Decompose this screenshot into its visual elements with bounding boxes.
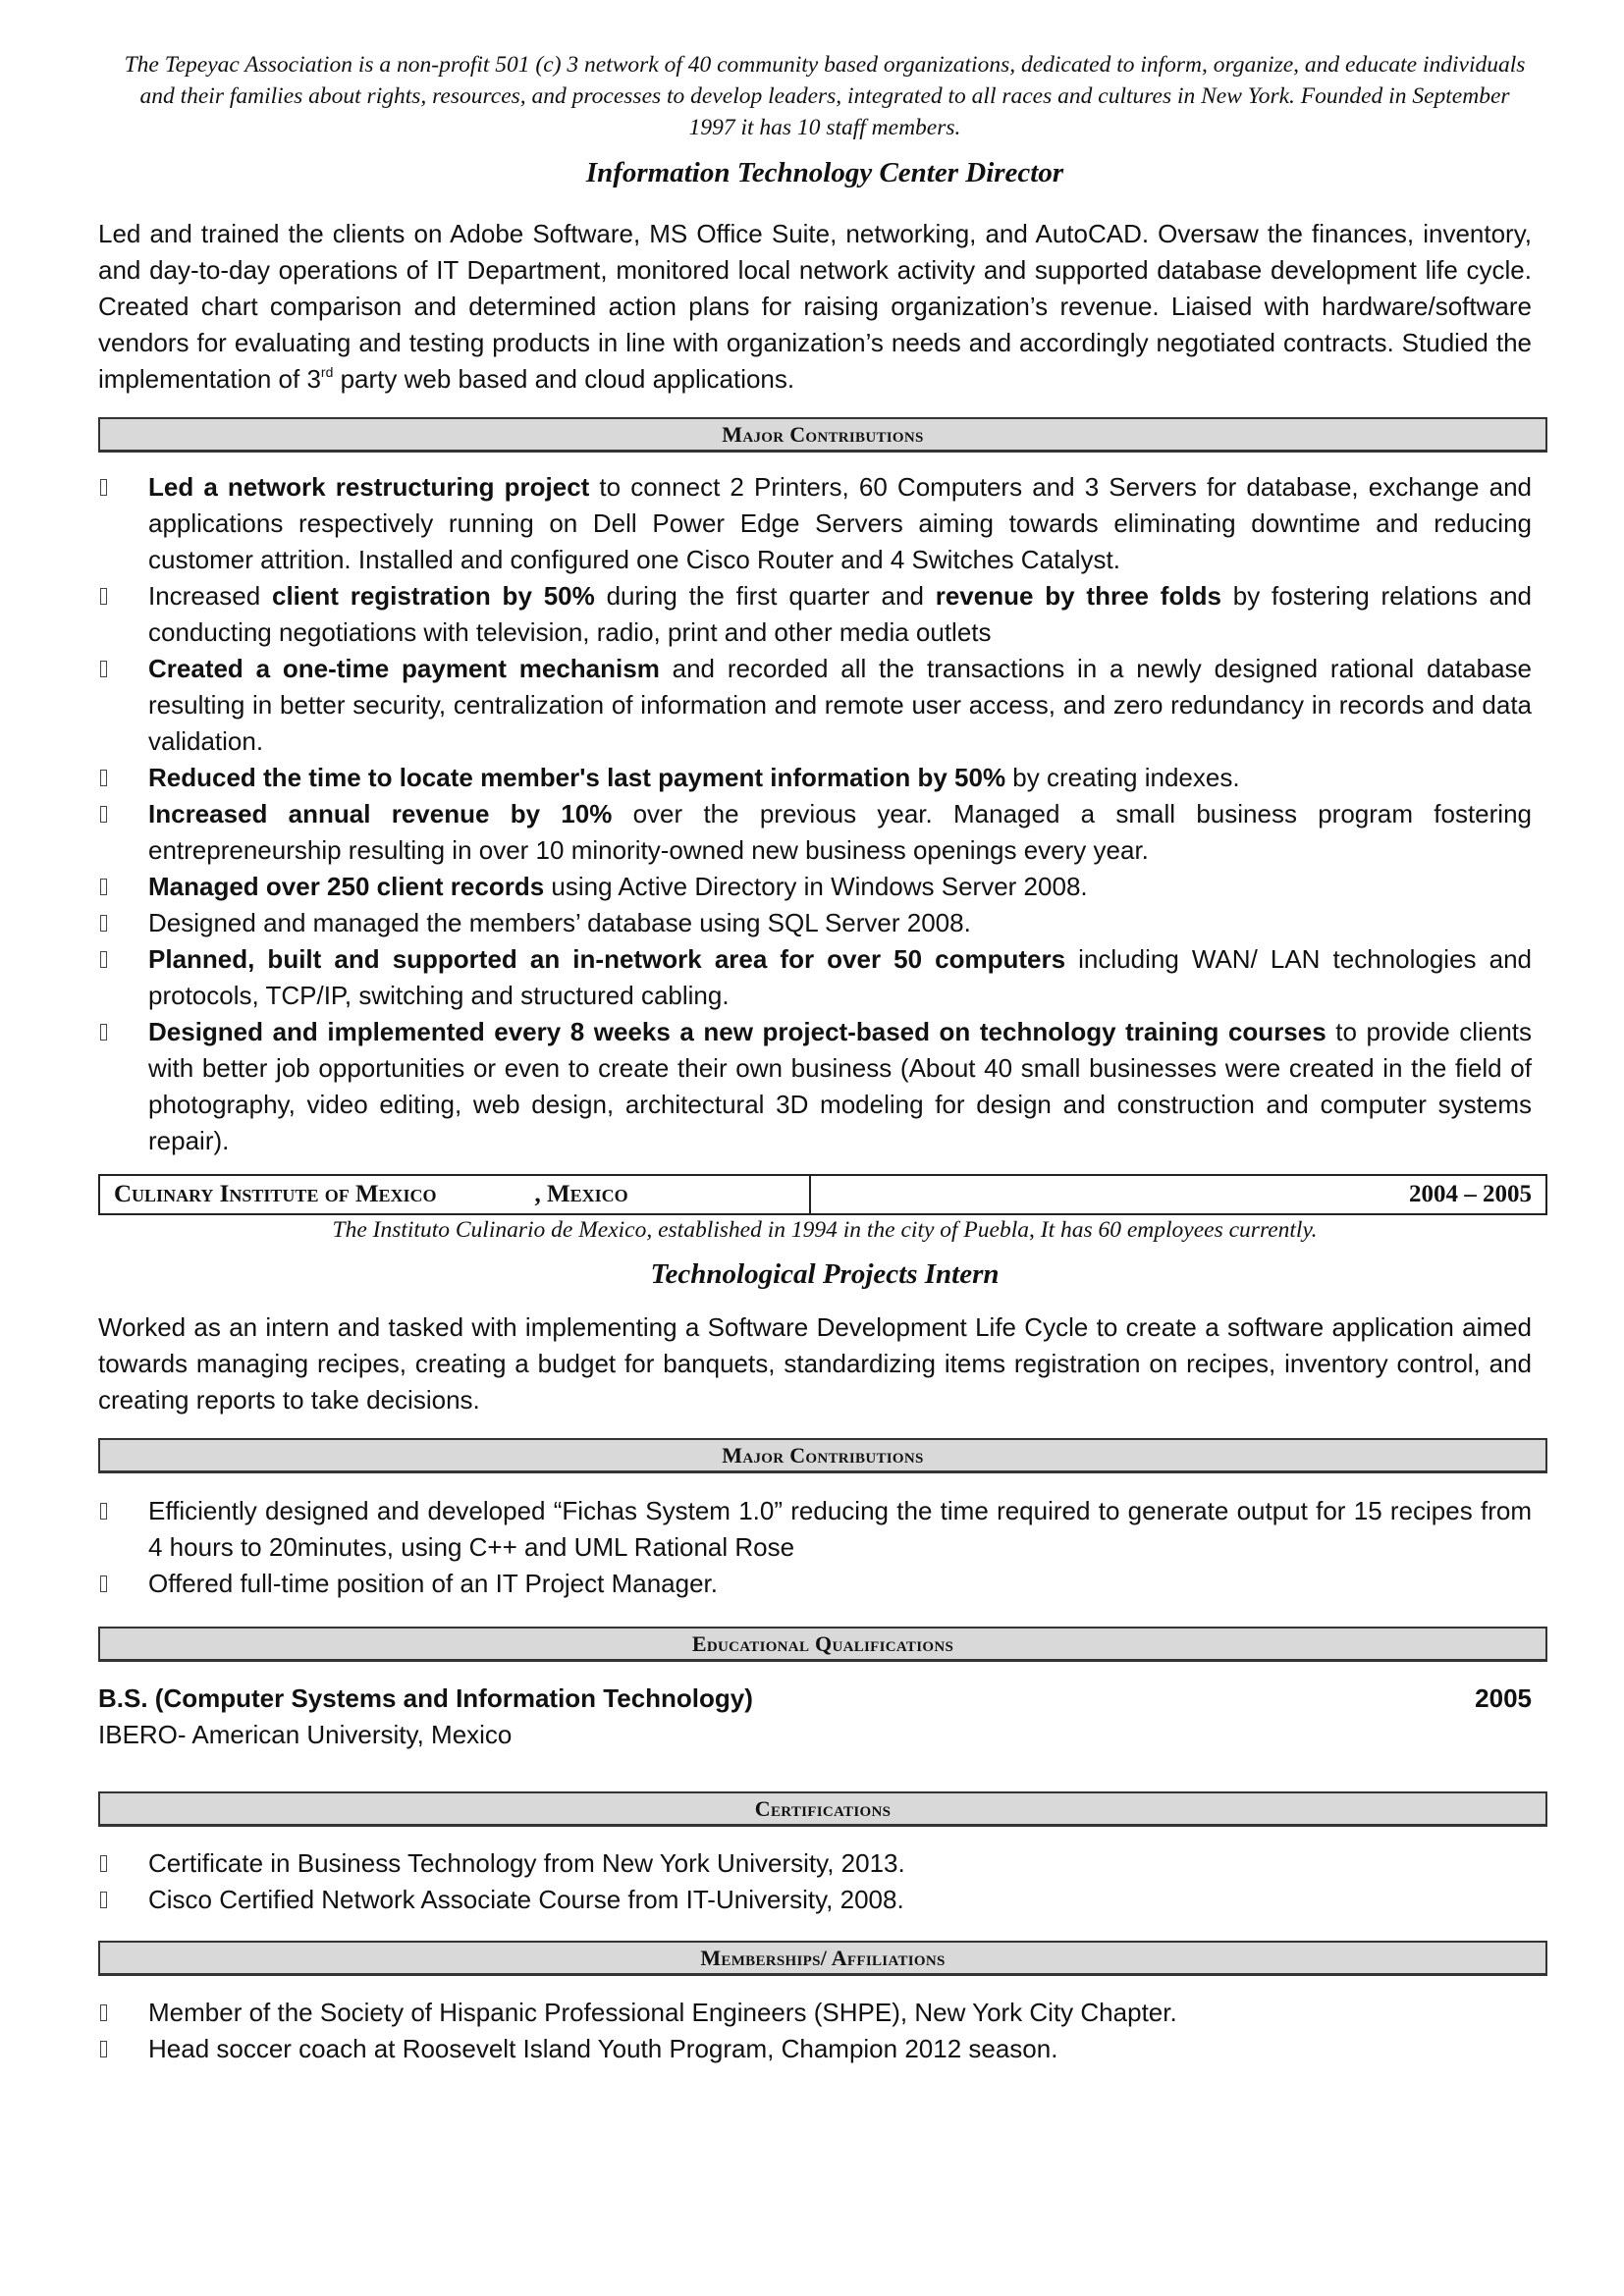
employer-row	[98, 1174, 1547, 1215]
highlight: Managed over 250 client records	[148, 872, 545, 901]
section-header-certifications: Certifications	[98, 1791, 1547, 1827]
item-text: to connect 2 Printers, 60 Computers and 3 Servers for database, exchange and applications respectively running on Dell Power Edge Servers aiming towards eliminating downtime and reducing customer attrition. Installed and configured one Cisco Router and 4 Switches Catalyst.	[148, 472, 1532, 574]
bullet-icon	[100, 806, 107, 823]
certifications-list	[98, 1845, 1532, 1918]
memberships-list	[98, 1995, 1532, 2067]
list-item	[98, 760, 1532, 796]
section-header-major-contributions-2: Major Contributions	[98, 1438, 1547, 1473]
list-item	[98, 578, 1532, 651]
list-item	[98, 796, 1532, 869]
bullet-icon	[100, 915, 107, 932]
job1-summary-end: party web based and cloud applications.	[333, 364, 795, 394]
highlight: Planned, built and supported an in-network area for over 50 computers	[148, 944, 1066, 974]
item-text: Increased	[148, 581, 272, 611]
list-item	[98, 651, 1532, 760]
bullet-icon	[100, 1575, 107, 1592]
job2-summary: Worked as an intern and tasked with implementing a Software Development Life Cycle to create a software application aimed towards managing recipes, creating a budget for banquets, standardizing items registration on recipes, inventory control, and creating reports to take decisions.	[98, 1312, 1532, 1415]
job1-contributions-list	[98, 469, 1532, 1159]
section-header-education: Educational Qualifications	[98, 1627, 1547, 1662]
item-text: Member of the Society of Hispanic Professional Engineers (SHPE), New York City Chapter.	[148, 1998, 1177, 2027]
bullet-icon	[100, 588, 107, 605]
degree-year: 2005	[1475, 1683, 1532, 1713]
bullet-icon	[100, 879, 107, 895]
ordinal-suffix: rd	[320, 364, 334, 380]
job2-contributions-list	[98, 1493, 1532, 1602]
bullet-icon	[100, 1503, 107, 1520]
item-text: using Active Directory in Windows Server 2008.	[544, 872, 1088, 901]
list-item	[98, 1882, 1532, 1918]
item-text: during the first quarter and	[594, 581, 936, 611]
degree-row	[98, 1681, 1532, 1717]
highlight: Increased annual revenue by 10%	[148, 799, 613, 828]
job-title-intern: Technological Projects Intern	[650, 1258, 1000, 1290]
bullet-icon	[100, 1855, 107, 1872]
bullet-icon	[100, 479, 107, 496]
item-text: by fostering relations and conducting negotiations with television, radio, print and other media outlets	[148, 581, 1533, 647]
list-item	[98, 1845, 1532, 1882]
highlight: Reduced the time to locate member's last payment information by 50%	[148, 763, 1006, 792]
list-item	[98, 1566, 1532, 1602]
list-item	[98, 1493, 1532, 1566]
item-text: Head soccer coach at Roosevelt Island Youth Program, Champion 2012 season.	[148, 2034, 1058, 2063]
school-row	[98, 1717, 1532, 1753]
item-text: to provide clients with better job opportunities or even to create their own business (About 40 small businesses were created in the field of photography, video editing, web design, architectural 3D modeling for design and construction and computer systems repair).	[148, 1017, 1533, 1155]
bullet-icon	[100, 2041, 107, 2057]
employer-dates: 2004 – 2005	[1409, 1181, 1532, 1207]
highlight: Created a one-time payment mechanism	[148, 654, 660, 683]
organization-description: The Tepeyac Association is a non-profit 501 (c) 3 network of 40 community based organizations, dedicated to inform, organize, and educate individuals and their families about rights, resources, and processes to develop leaders, integrated to all races and cultures in New York. Founded in September 1997 it has 10 staff members.	[124, 52, 1526, 140]
employer-location: , Mexico	[534, 1181, 628, 1207]
item-text: Certificate in Business Technology from New York University, 2013.	[148, 1848, 905, 1878]
bullet-icon	[100, 661, 107, 677]
list-item	[98, 2031, 1532, 2067]
list-item	[98, 469, 1532, 578]
section-header-memberships: Memberships/ Affiliations	[98, 1941, 1547, 1976]
list-item	[98, 941, 1532, 1014]
highlight: client registration by 50%	[272, 581, 595, 611]
job1-summary-text: Led and trained the clients on Adobe Software, MS Office Suite, networking, and AutoCAD. Oversaw the finances, inventory, and day-to-day operations of IT Department, monitored local network activity and supported database development life cycle. Created chart comparison and determined action plans for raising organization’s revenue. Liaised with hardware/software vendors for evaluating and testing products in line with organization’s needs and accordingly negotiated contracts. Studied the implementation of 3	[98, 219, 1532, 394]
item-text: and recorded all the transactions in a newly designed rational database resulting in better security, centralization of information and remote user access, and zero redundancy in records and data validation.	[148, 654, 1532, 756]
bullet-icon	[100, 951, 107, 968]
bullet-icon	[100, 770, 107, 786]
job1-summary	[98, 216, 1532, 398]
item-text: Offered full-time position of an IT Project Manager.	[148, 1569, 718, 1598]
list-item	[98, 1995, 1532, 2031]
item-text: over the previous year. Managed a small business program fostering entrepreneurship resulting in over 10 minority-owned new business openings every year.	[148, 799, 1532, 865]
item-text: Efficiently designed and developed “Fichas System 1.0” reducing the time required to generate output for 15 recipes from 4 hours to 20minutes, using C++ and UML Rational Rose	[148, 1496, 1532, 1562]
highlight: Led a network restructuring project	[148, 472, 590, 502]
bullet-icon	[100, 1892, 107, 1908]
job-title-it-director: Information Technology Center Director	[585, 157, 1064, 188]
section-header-major-contributions-1: Major Contributions	[98, 417, 1547, 453]
item-text: Designed and managed the members’ database using SQL Server 2008.	[148, 908, 971, 937]
list-item	[98, 905, 1532, 941]
school-name: IBERO- American University, Mexico	[98, 1720, 513, 1749]
bullet-icon	[100, 1024, 107, 1041]
degree-name: B.S. (Computer Systems and Information Technology)	[98, 1683, 753, 1713]
employer-name-cell	[100, 1176, 811, 1213]
item-text: Cisco Certified Network Associate Course from IT-University, 2008.	[148, 1885, 904, 1914]
bullet-icon	[100, 2004, 107, 2021]
employer-description: The Instituto Culinario de Mexico, established in 1994 in the city of Puebla, It has 60 employees currently.	[332, 1217, 1318, 1243]
item-text: by creating indexes.	[1005, 763, 1240, 792]
item-text: including WAN/ LAN technologies and protocols, TCP/IP, switching and structured cabling.	[148, 944, 1532, 1010]
list-item	[98, 1014, 1532, 1159]
employer-name: Culinary Institute of Mexico	[114, 1181, 437, 1207]
highlight: Designed and implemented every 8 weeks a new project-based on technology training courses	[148, 1017, 1326, 1046]
highlight: revenue by three folds	[935, 581, 1221, 611]
list-item	[98, 869, 1532, 905]
